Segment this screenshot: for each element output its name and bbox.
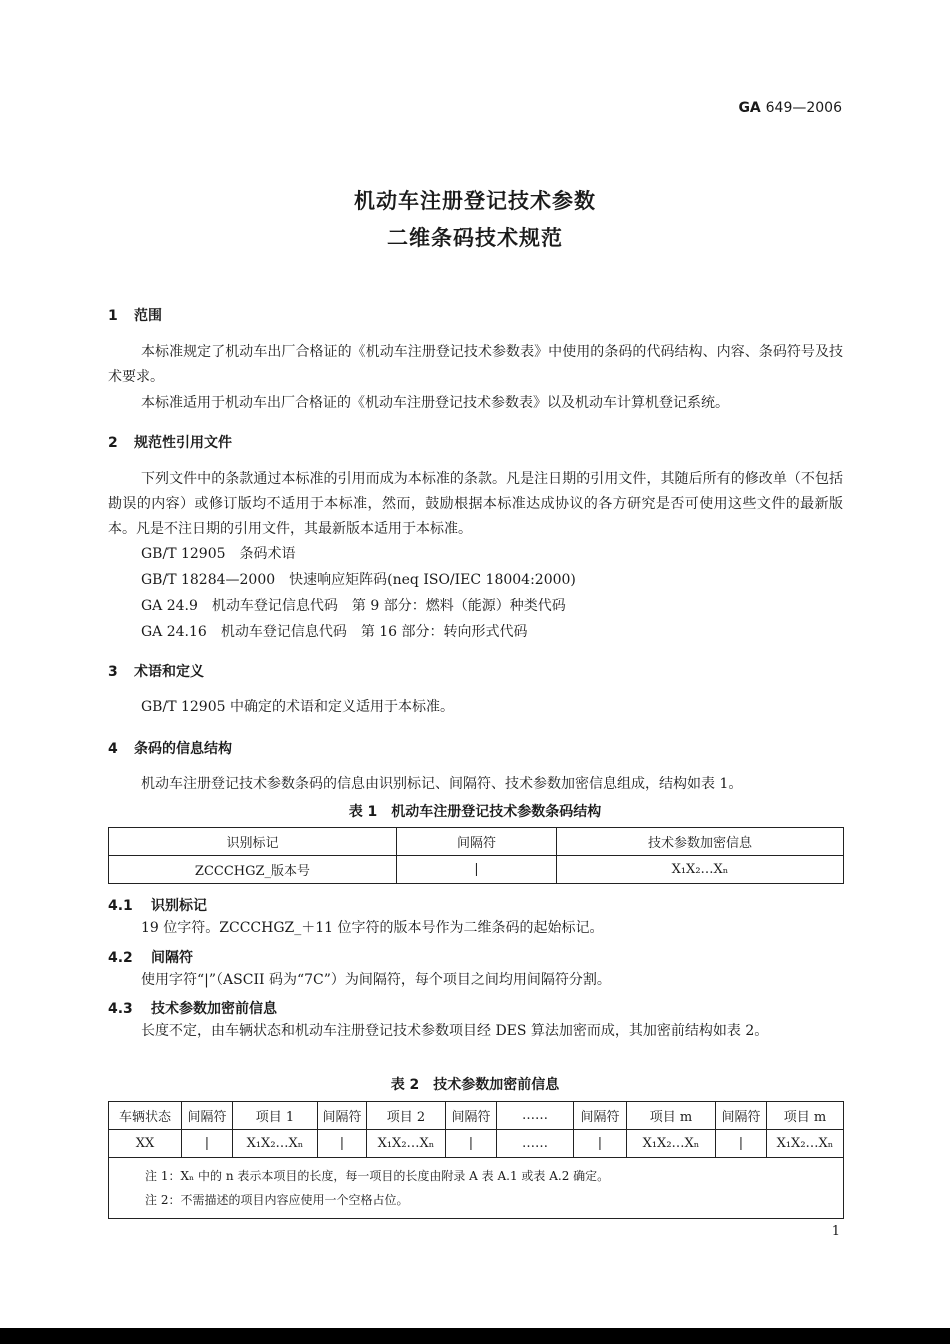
table-row xyxy=(109,856,844,884)
table-notes xyxy=(109,1158,844,1219)
table-cell: X₁X₂…Xₙ xyxy=(557,856,844,884)
table-cell: X₁X₂…Xₙ xyxy=(767,1130,844,1158)
table-1-caption: 表 1 机动车注册登记技术参数条码结构 xyxy=(348,804,602,820)
section-number: 2 xyxy=(108,435,118,451)
table-cell: X₁X₂…Xₙ xyxy=(627,1130,716,1158)
section-title: 规范性引用文件 xyxy=(134,435,232,451)
table-cell: ZCCCHGZ_版本号 xyxy=(109,856,397,884)
table-cell: | xyxy=(574,1130,627,1158)
section-number: 4.2 xyxy=(108,950,133,966)
reference-item: GB/T 18284—2000 快速响应矩阵码(neq ISO/IEC 18004:2000) xyxy=(141,572,576,588)
page-number: 1 xyxy=(831,1224,840,1239)
bottom-bar xyxy=(0,1328,950,1344)
table-header-cell: 项目 m xyxy=(767,1102,844,1130)
reference-item: GB/T 12905 条码术语 xyxy=(141,546,296,562)
section-1-paragraph-2: 本标准适用于机动车出厂合格证的《机动车注册登记技术参数表》以及机动车计算机登记系统。 xyxy=(141,395,729,411)
section-number: 4.1 xyxy=(108,898,133,914)
table-note-1: 注 1：Xₙ 中的 n 表示本项目的长度，每一项目的长度由附录 A 表 A.1 或表 A.2 确定。 xyxy=(145,1169,610,1183)
section-4-3-paragraph: 长度不定，由车辆状态和机动车注册登记技术参数项目经 DES 算法加密而成，其加密前结构如表 2。 xyxy=(141,1023,769,1039)
section-4-paragraph-1: 机动车注册登记技术参数条码的信息由识别标记、间隔符、技术参数加密信息组成，结构如表 1。 xyxy=(141,776,743,792)
table-header-cell: …… xyxy=(497,1102,574,1130)
table-header-cell: 间隔符 xyxy=(446,1102,497,1130)
section-2-paragraph-1: 下列文件中的条款通过本标准的引用而成为本标准的条款。凡是注日期的引用文件，其随后所有的修改单（不包括勘误的内容）或修订版均不适用于本标准，然而，鼓励根据本标准达成协议的各方研究是否可使用这些文件的最新版本。凡是不注日期的引用文件，其最新版本适用于本标准。 xyxy=(108,471,843,537)
section-number: 1 xyxy=(108,308,118,324)
table-header-row xyxy=(109,1102,844,1130)
table-header-cell: 识别标记 xyxy=(109,828,397,856)
table-header-cell: 间隔符 xyxy=(182,1102,233,1130)
title-line-2: 二维条码技术规范 xyxy=(387,226,563,250)
table-2 xyxy=(108,1101,844,1219)
table-header-cell: 车辆状态 xyxy=(109,1102,182,1130)
table-cell: | xyxy=(397,856,557,884)
section-1-paragraph-1: 本标准规定了机动车出厂合格证的《机动车注册登记技术参数表》中使用的条码的代码结构、内容、条码符号及技术要求。 xyxy=(108,344,843,385)
section-title: 技术参数加密前信息 xyxy=(151,1001,277,1017)
table-header-cell: 项目 1 xyxy=(233,1102,318,1130)
table-cell: X₁X₂…Xₙ xyxy=(367,1130,446,1158)
table-header-row xyxy=(109,828,844,856)
table-header-cell: 技术参数加密信息 xyxy=(557,828,844,856)
table-cell: …… xyxy=(497,1130,574,1158)
table-notes-row xyxy=(109,1158,844,1219)
table-cell: | xyxy=(446,1130,497,1158)
section-3-heading xyxy=(108,661,204,681)
table-cell: XX xyxy=(109,1130,182,1158)
section-title: 范围 xyxy=(134,308,162,324)
table-1 xyxy=(108,827,844,884)
table-row xyxy=(109,1130,844,1158)
section-number: 4.3 xyxy=(108,1001,133,1017)
table-cell: X₁X₂…Xₙ xyxy=(233,1130,318,1158)
table-header-cell: 间隔符 xyxy=(397,828,557,856)
section-4-1-paragraph: 19 位字符。ZCCCHGZ_＋11 位字符的版本号作为二维条码的起始标记。 xyxy=(141,920,604,936)
section-3-paragraph-1: GB/T 12905 中确定的术语和定义适用于本标准。 xyxy=(141,699,454,715)
table-header-cell: 项目 m xyxy=(627,1102,716,1130)
section-title: 间隔符 xyxy=(151,950,193,966)
table-header-cell: 间隔符 xyxy=(318,1102,367,1130)
section-title: 条码的信息结构 xyxy=(134,741,232,757)
doc-code-number: 649—2006 xyxy=(765,100,842,116)
section-2-heading xyxy=(108,432,232,452)
section-number: 4 xyxy=(108,741,118,757)
section-4-1-heading xyxy=(108,895,207,915)
table-header-cell: 间隔符 xyxy=(574,1102,627,1130)
reference-item: GA 24.9 机动车登记信息代码 第 9 部分：燃料（能源）种类代码 xyxy=(141,598,566,614)
section-title: 术语和定义 xyxy=(134,664,204,680)
section-4-heading xyxy=(108,738,232,758)
section-title: 识别标记 xyxy=(151,898,207,914)
section-4-3-heading xyxy=(108,998,277,1018)
section-number: 3 xyxy=(108,664,118,680)
reference-item: GA 24.16 机动车登记信息代码 第 16 部分：转向形式代码 xyxy=(141,624,528,640)
section-4-2-paragraph: 使用字符“|”（ASCII 码为“7C”）为间隔符，每个项目之间均用间隔符分割。 xyxy=(141,972,611,988)
table-cell: | xyxy=(318,1130,367,1158)
table-header-cell: 间隔符 xyxy=(716,1102,767,1130)
doc-code-prefix: GA xyxy=(738,100,761,116)
document-code xyxy=(738,100,842,116)
table-2-caption: 表 2 技术参数加密前信息 xyxy=(390,1077,560,1093)
title-line-1: 机动车注册登记技术参数 xyxy=(354,189,596,213)
table-note-2: 注 2：不需描述的项目内容应使用一个空格占位。 xyxy=(145,1193,409,1207)
section-4-2-heading xyxy=(108,947,193,967)
table-header-cell: 项目 2 xyxy=(367,1102,446,1130)
section-1-heading xyxy=(108,305,162,325)
table-cell: | xyxy=(182,1130,233,1158)
table-cell: | xyxy=(716,1130,767,1158)
